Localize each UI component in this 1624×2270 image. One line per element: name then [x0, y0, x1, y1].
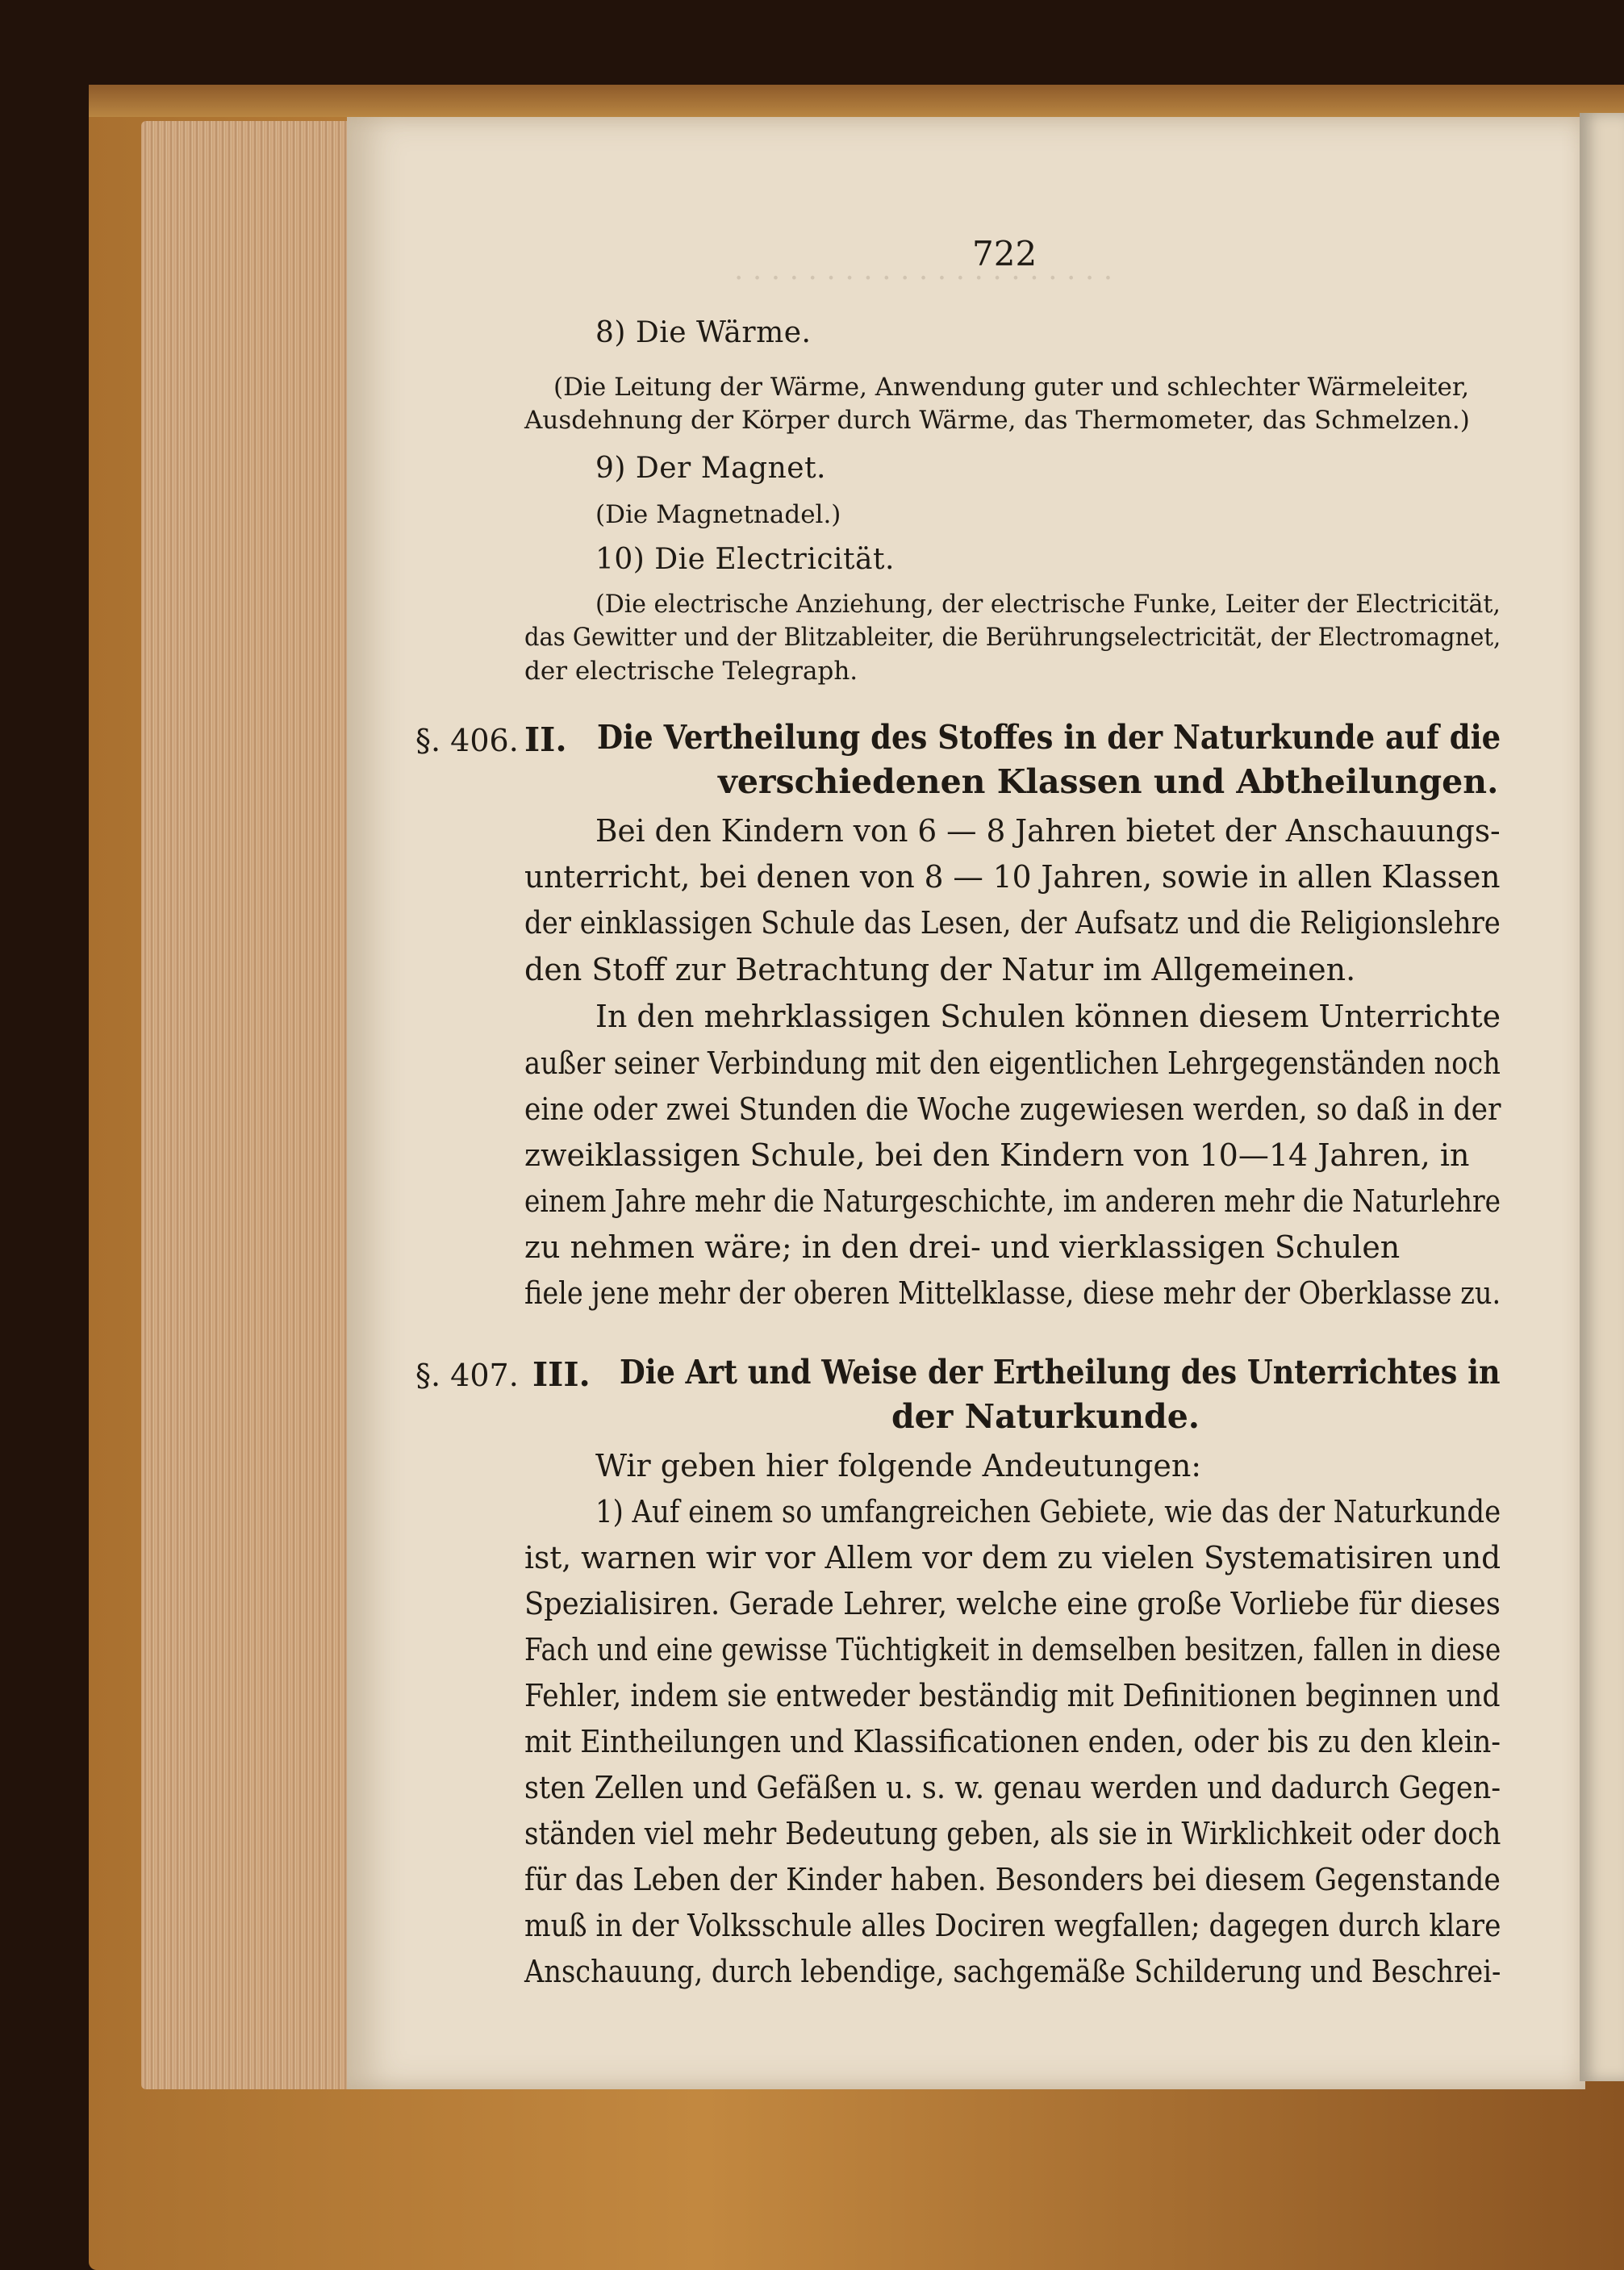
section-heading: Die Vertheilung des Stoffes in der Naturkunde auf die	[597, 718, 1501, 757]
item-note: (Die Leitung der Wärme, Anwendung guter und schlechter Wärmeleiter,	[553, 373, 1470, 402]
body-line: den Stoff zur Betrachtung der Natur im Allgemeinen.	[524, 952, 1356, 987]
item-note: der electrische Telegraph.	[524, 657, 858, 686]
book-cover-top-edge	[89, 85, 1624, 117]
body-line: sten Zellen und Gefäßen u. s. w. genau werden und dadurch Gegen-	[524, 1770, 1501, 1805]
section-heading: der Naturkunde.	[891, 1397, 1200, 1436]
page-edges	[141, 121, 351, 2089]
item-heading: 10) Die Electricität.	[595, 543, 895, 576]
body-line: der einklassigen Schule das Lesen, der Aufsatz und die Religionslehre	[524, 905, 1501, 941]
body-line: Anschauung, durch lebendige, sachgemäße Schilderung und Beschrei-	[524, 1954, 1501, 1989]
item-heading: 8) Die Wärme.	[595, 316, 812, 349]
item-note: das Gewitter und der Blitzableiter, die Berührungselectricität, der Electromagnet,	[524, 623, 1501, 652]
body-line: ständen viel mehr Bedeutung geben, als sie in Wirklichkeit oder doch	[524, 1816, 1501, 1851]
section-number: §. 407.	[415, 1358, 519, 1393]
body-line: 1) Auf einem so umfangreichen Gebiete, wie das der Naturkunde	[595, 1494, 1501, 1529]
body-line: außer seiner Verbindung mit den eigentlichen Lehrgegenständen noch	[524, 1045, 1501, 1081]
bleed-through: · · · · · · · · · · · · · · · · · · · · ·	[734, 262, 1113, 295]
section-heading: Die Art und Weise der Ertheilung des Unterrichtes in	[620, 1353, 1501, 1392]
item-note: (Die Magnetnadel.)	[595, 500, 841, 529]
item-note: (Die electrische Anziehung, der electrische Funke, Leiter der Electricität,	[595, 590, 1501, 619]
item-heading: 9) Der Magnet.	[595, 452, 826, 485]
body-line: für das Leben der Kinder haben. Besonders bei diesem Gegenstande	[524, 1862, 1501, 1897]
section-roman: III.	[532, 1355, 591, 1394]
section-number: §. 406.	[415, 723, 519, 758]
body-line: Fehler, indem sie entweder beständig mit Definitionen beginnen und	[524, 1678, 1501, 1713]
body-line: muß in der Volksschule alles Dociren wegfallen; dagegen durch klare	[524, 1908, 1501, 1943]
page-number: 722	[972, 234, 1037, 273]
body-line: einem Jahre mehr die Naturgeschichte, im anderen mehr die Naturlehre	[524, 1183, 1501, 1219]
body-line: fiele jene mehr der oberen Mittelklasse, diese mehr der Oberklasse zu.	[524, 1275, 1501, 1311]
body-line: Bei den Kindern von 6 — 8 Jahren bietet der Anschauungs-	[595, 813, 1501, 849]
body-line: mit Eintheilungen und Klassificationen enden, oder bis zu den klein-	[524, 1724, 1501, 1759]
item-note: Ausdehnung der Körper durch Wärme, das Thermometer, das Schmelzen.)	[524, 406, 1470, 435]
section-roman: II.	[524, 720, 567, 759]
body-line: unterricht, bei denen von 8 — 10 Jahren, sowie in allen Klassen	[524, 859, 1501, 895]
body-line: zweiklassigen Schule, bei den Kindern von 10—14 Jahren, in	[524, 1137, 1470, 1173]
body-line: zu nehmen wäre; in den drei- und vierklassigen Schulen	[524, 1229, 1401, 1265]
body-line: Fach und eine gewisse Tüchtigkeit in demselben besitzen, fallen in diese	[524, 1632, 1501, 1667]
body-line: Wir geben hier folgende Andeutungen:	[595, 1448, 1202, 1483]
facing-page-edge	[1580, 113, 1624, 2081]
body-line: In den mehrklassigen Schulen können diesem Unterrichte	[595, 999, 1501, 1034]
section-heading: verschiedenen Klassen und Abtheilungen.	[718, 762, 1499, 801]
body-line: eine oder zwei Stunden die Woche zugewiesen werden, so daß in der	[524, 1091, 1501, 1127]
body-line: ist, warnen wir vor Allem vor dem zu vielen Systematisiren und	[524, 1540, 1501, 1575]
body-line: Spezialisiren. Gerade Lehrer, welche eine große Vorliebe für dieses	[524, 1586, 1501, 1621]
